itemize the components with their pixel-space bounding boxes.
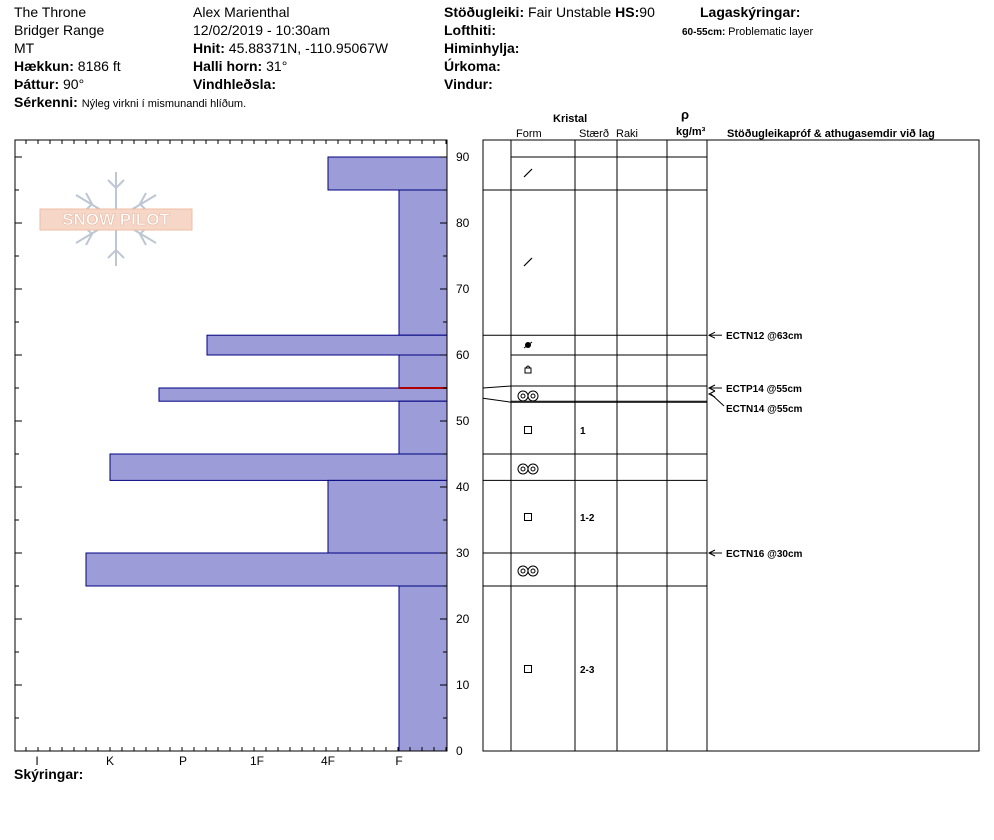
- elevation-value: 8186 ft: [77, 58, 121, 74]
- hardness-bar: [328, 157, 447, 190]
- layer-boundary-line: [483, 386, 707, 388]
- slope-value: 31°: [266, 58, 288, 74]
- y-tick-label: 20: [456, 612, 470, 626]
- x-tick-label: 1F: [249, 754, 265, 768]
- x-tick-label: I: [35, 754, 39, 768]
- density-unit-header: kg/m³: [676, 126, 706, 138]
- form-faceted-icon: [525, 427, 532, 434]
- coords-label: Hnit:: [193, 40, 225, 56]
- hs-label: HS:: [615, 4, 640, 20]
- rho-header: ρ: [681, 107, 690, 122]
- form-depth-hoar-icon: [518, 391, 528, 401]
- location-name: The Throne: [14, 4, 87, 20]
- form-depth-hoar-icon: [531, 394, 535, 398]
- form-depth-hoar-icon: [518, 566, 528, 576]
- comments-header: Stöðugleikapróf & athugasemdir við lag: [727, 128, 935, 140]
- coords-value: 45.88371N, -110.95067W: [228, 40, 389, 56]
- x-tick-label: F: [395, 754, 403, 768]
- features-value: Nýleg virkni í mismunandi hlíðum.: [81, 98, 247, 110]
- grain-size-label: 2-3: [580, 665, 595, 676]
- grain-size-label: 1: [580, 426, 586, 437]
- range-name: Bridger Range: [14, 22, 105, 38]
- test-label: ECTN12 @63cm: [726, 331, 803, 343]
- slope-label: Halli horn:: [193, 58, 263, 74]
- hardness-bar: [399, 401, 447, 454]
- form-depth-hoar-icon: [521, 394, 525, 398]
- x-tick-label: K: [105, 754, 115, 768]
- hardness-bar: [399, 586, 447, 751]
- y-tick-label: 30: [456, 546, 470, 560]
- x-tick-label: P: [178, 754, 188, 768]
- hs-value: 90: [639, 4, 655, 20]
- layer-table: [483, 140, 979, 751]
- layer-notes-label: Lagaskýringar:: [700, 4, 801, 20]
- form-depth-hoar-icon: [528, 391, 538, 401]
- form-depth-hoar-icon: [531, 569, 535, 573]
- moisture-header: Raki: [616, 128, 639, 140]
- hardness-bar: [86, 553, 447, 586]
- air-temp-label: Lofthiti:: [444, 22, 497, 38]
- form-depth-hoar-icon: [531, 467, 535, 471]
- precip-label: Úrkoma:: [444, 58, 501, 74]
- features-label: Sérkenni:: [14, 94, 78, 110]
- test-label: ECTN16 @30cm: [726, 549, 803, 560]
- hardness-bar: [328, 480, 447, 553]
- notes-label: Skýringar:: [14, 766, 84, 782]
- form-header: Form: [516, 128, 542, 140]
- test-arrow-head: [709, 391, 715, 397]
- test-label: ECTN14 @55cm: [726, 404, 803, 415]
- y-tick-label: 80: [456, 216, 470, 230]
- form-depth-hoar-icon: [528, 464, 538, 474]
- stability-label: Stöðugleiki:: [444, 4, 525, 20]
- x-tick-label: 4F: [320, 754, 336, 768]
- wind-label: Vindur:: [444, 76, 493, 92]
- y-tick-label: 60: [456, 348, 470, 362]
- observation-datetime: 12/02/2019 - 10:30am: [193, 22, 330, 38]
- hardness-bar: [159, 388, 447, 401]
- observer-name: Alex Marienthal: [193, 4, 290, 20]
- wind-loading-label: Vindhleðsla:: [193, 76, 276, 92]
- y-tick-label: 0: [456, 744, 463, 758]
- stability-value: Fair Unstable: [528, 4, 612, 20]
- elevation-label: Hækkun:: [14, 58, 74, 74]
- aspect-value: 90°: [63, 76, 85, 92]
- hardness-bar: [399, 355, 447, 388]
- hardness-plot: [15, 140, 470, 768]
- snowpilot-logo: [40, 172, 192, 266]
- crystal-header: Kristal: [553, 113, 588, 125]
- form-depth-hoar-icon: [521, 569, 525, 573]
- aspect-label: Þáttur:: [14, 76, 60, 92]
- form-slash-icon: [524, 169, 532, 177]
- form-slash-icon: [524, 258, 532, 266]
- logo-text: SNOW PILOT: [62, 210, 170, 229]
- form-depth-hoar-icon: [521, 467, 525, 471]
- y-tick-label: 40: [456, 480, 470, 494]
- test-label: ECTP14 @55cm: [726, 384, 802, 395]
- y-tick-label: 10: [456, 678, 470, 692]
- layer-note-range: 60-55cm:: [682, 27, 726, 38]
- y-tick-label: 50: [456, 414, 470, 428]
- form-faceted-icon: [525, 666, 532, 673]
- hardness-bar: [399, 190, 447, 335]
- y-tick-label: 70: [456, 282, 470, 296]
- form-faceted-icon: [525, 514, 532, 521]
- grain-size-label: 1-2: [580, 513, 595, 524]
- form-depth-hoar-icon: [528, 566, 538, 576]
- table-frame: [483, 140, 979, 751]
- state-name: MT: [14, 40, 35, 56]
- form-crust-icon: [525, 368, 531, 373]
- hardness-bar: [110, 454, 447, 480]
- hardness-bar: [207, 335, 447, 355]
- layer-note-text: Problematic layer: [728, 26, 814, 38]
- y-tick-label: 90: [456, 150, 470, 164]
- size-header: Stærð: [579, 128, 609, 140]
- form-depth-hoar-icon: [518, 464, 528, 474]
- sky-label: Himinhylja:: [444, 40, 520, 56]
- plot-frame: [15, 140, 447, 751]
